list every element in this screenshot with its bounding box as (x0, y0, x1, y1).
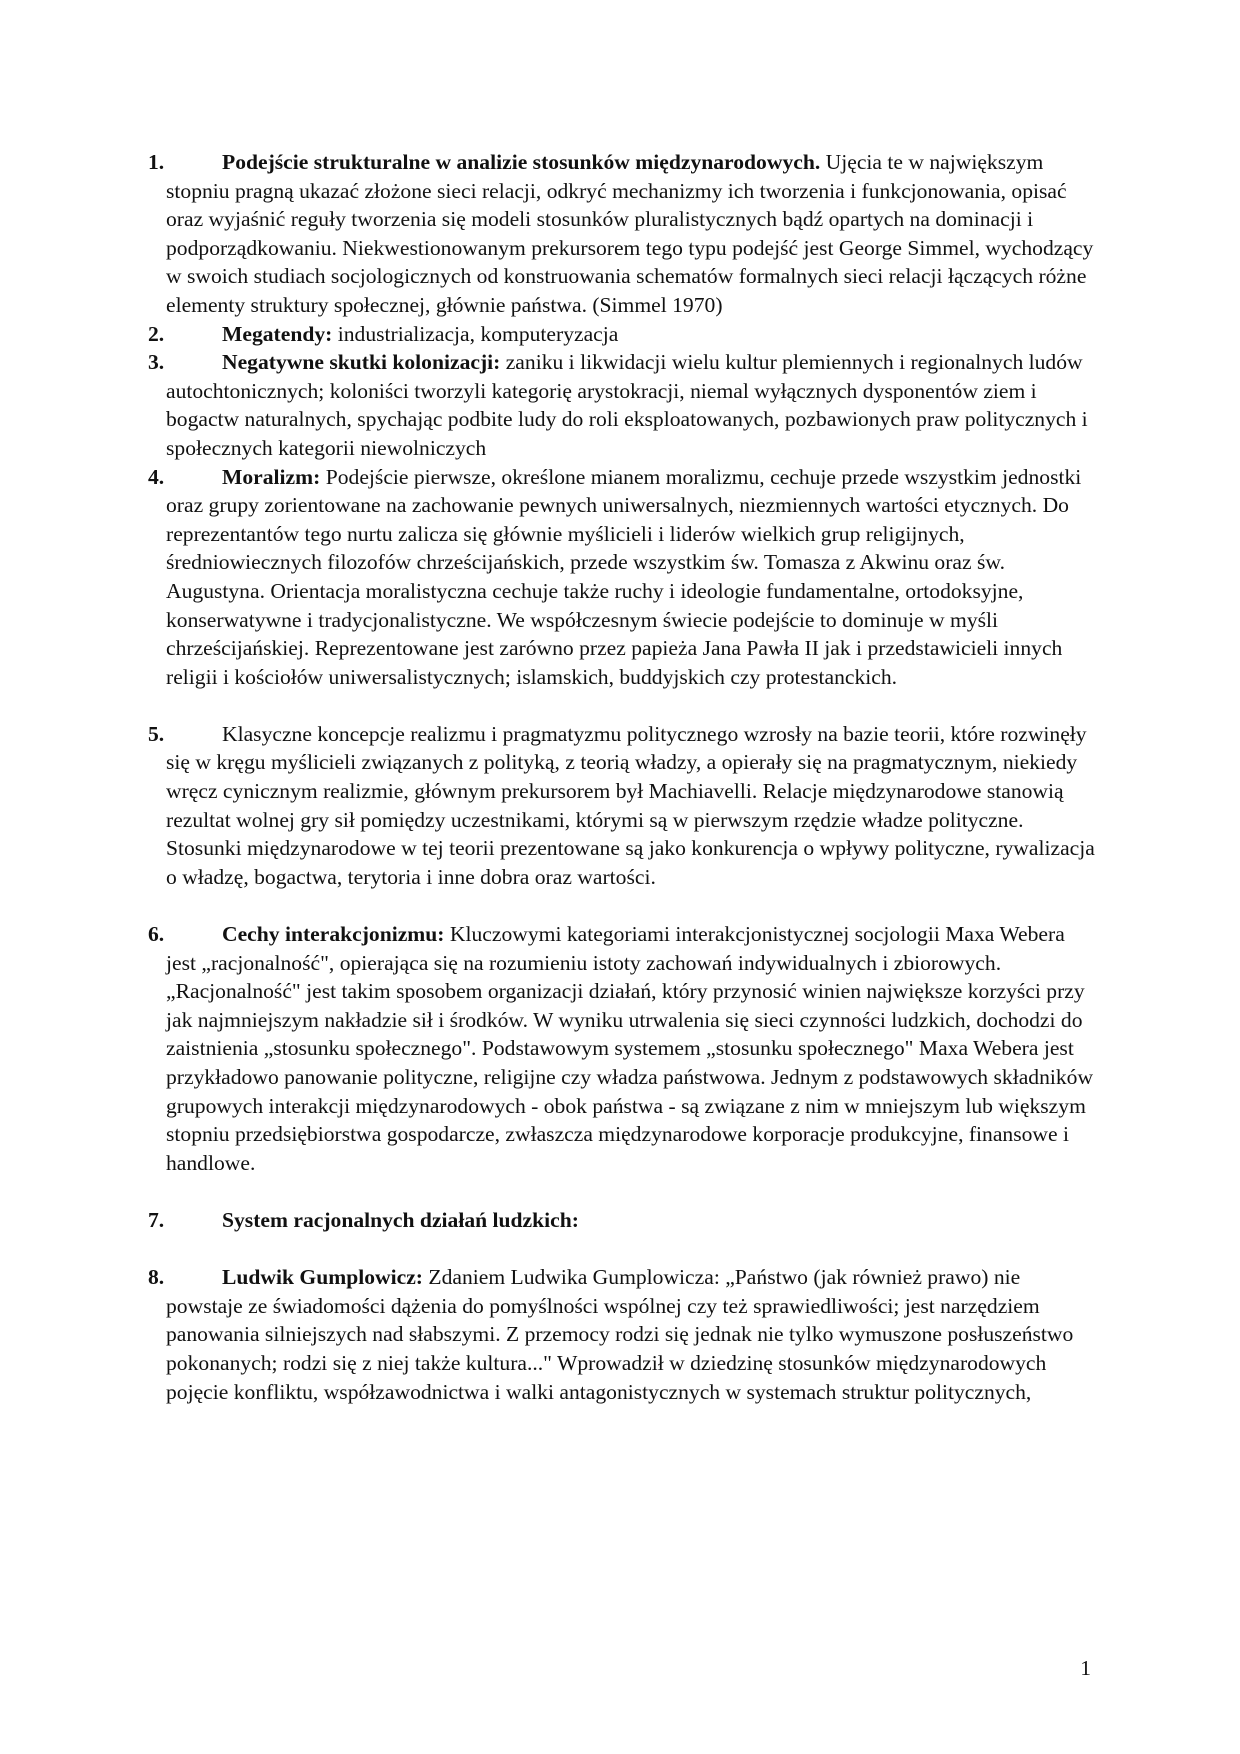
item-number: 5. (148, 721, 165, 746)
item-text: Klasyczne koncepcje realizmu i pragmatyzmu politycznego wzrosły na bazie teorii, które rozwinęły się w kręgu myślicieli związanych z polityką, z teorią władzy, a opierały się na pragmatycznym, niekiedy wręcz cynicznym realizmie, głównym prekursorem był Machiavelli. Relacje międzynarodowe stanowią rezultat wolnej gry sił pomiędzy uczestnikami, którymi są w pierwszym rzędzie władze polityczne. Stosunki międzynarodowe w tej teorii prezentowane są jako konkurencja o wpływy polityczne, rywalizacja o władzę, bogactwa, terytoria i inne dobra oraz wartości. (166, 721, 1095, 889)
item-body (166, 320, 1098, 349)
item-number: 4. (148, 464, 165, 489)
item-text: industrializacja, komputeryzacja (332, 321, 619, 346)
list-item (148, 1263, 1098, 1406)
item-body (166, 148, 1098, 320)
item-text: Ujęcia te w największym stopniu pragną ukazać złożone sieci relacji, odkryć mechanizmy ich tworzenia i funkcjonowania, opisać oraz wyjaśnić reguły tworzenia się modeli stosunków pluralistycznych bądź opartych na dominacji i podporządkowaniu. Niekwestionowanym prekursorem tego typu podejść jest George Simmel, wychodzący w swoich studiach socjologicznych od konstruowania schematów formalnych sieci relacji łączących różne elementy struktury społecznej, głównie państwa. (Simmel 1970) (166, 150, 1094, 317)
item-body (166, 1206, 1098, 1235)
item-heading: System racjonalnych działań ludzkich: (222, 1207, 579, 1232)
item-text: Podejście pierwsze, określone mianem moralizmu, cechuje przede wszystkim jednostki oraz grupy zorientowane na zachowanie pewnych uniwersalnych, niezmiennych wartości etycznych. Do reprezentantów tego nurtu zalicza się głównie myślicieli i liderów wielkich grup religijnych, średniowiecznych filozofów chrześcijańskich, przede wszystkim św. Tomasza z Akwinu oraz św. Augustyna. Orientacja moralistyczna cechuje także ruchy i ideologie fundamentalne, ortodoksyjne, konserwatywne i tradycjonalistyczne. We współczesnym świecie podejście to dominuje w myśli chrześcijańskiej. Reprezentowane jest zarówno przez papieża Jana Pawła II jak i przedstawicieli innych religii i kościołów uniwersalistycznych; islamskich, buddyjskich czy protestanckich. (166, 464, 1082, 689)
item-text: zaniku i likwidacji wielu kultur plemiennych i regionalnych ludów autochtonicznych; koloniści tworzyli kategorię arystokracji, niemal wyłącznych dysponentów ziem i bogactw naturalnych, spychając podbite ludy do roli eksploatowanych, pozbawionych praw politycznych i społecznych kategorii niewolniczych (166, 350, 1088, 460)
list-item (148, 1206, 1098, 1235)
list-item (148, 148, 1098, 320)
item-heading: Negatywne skutki kolonizacji: (222, 350, 501, 375)
item-number: 2. (148, 321, 165, 346)
list-item (148, 320, 1098, 349)
item-heading: Ludwik Gumplowicz: (222, 1265, 423, 1290)
list-item (148, 348, 1098, 462)
item-heading: Megatendy: (222, 321, 333, 346)
item-body (166, 720, 1098, 892)
list-item (148, 920, 1098, 1177)
item-number: 3. (148, 350, 165, 375)
item-heading: Podejście strukturalne w analizie stosunków międzynarodowych. (222, 150, 821, 174)
item-body (166, 920, 1098, 1177)
page-number: 1 (1080, 1656, 1091, 1680)
item-heading: Moralizm: (222, 464, 321, 489)
list-item (148, 720, 1098, 892)
item-body (166, 463, 1098, 692)
item-number: 1. (148, 150, 165, 174)
list-item (148, 463, 1098, 692)
item-number: 8. (148, 1265, 165, 1290)
item-text: Zdaniem Ludwika Gumplowicza: „Państwo (jak również prawo) nie powstaje ze świadomości dążenia do pomyślności wspólnej czy też sprawiedliwości; jest narzędziem panowania silniejszych nad słabszymi. Z przemocy rodzi się jednak nie tylko wymuszone posłuszeństwo pokonanych; rodzi się z niej także kultura..." Wprowadził w dziedzinę stosunków międzynarodowych pojęcie konfliktu, współzawodnictwa i walki antagonistycznych w systemach struktur politycznych, (166, 1265, 1074, 1404)
numbered-list (148, 148, 1098, 1406)
item-number: 7. (148, 1207, 165, 1232)
item-text: Kluczowymi kategoriami interakcjonistycznej socjologii Maxa Webera jest „racjonalność", opierająca się na rozumieniu istoty zachowań indywidualnych i zbiorowych. „Racjonalność" jest takim sposobem organizacji działań, który przynosić winien największe korzyści przy jak najmniejszym nakładzie sił i środków. W wyniku utrwalenia się sieci czynności ludzkich, dochodzi do zaistnienia „stosunku społecznego". Podstawowym systemem „stosunku społecznego" Maxa Webera jest przykładowo panowanie polityczne, religijne czy władza państwowa. Jednym z podstawowych składników grupowych interakcji międzynarodowych - obok państwa - są związane z nim w mniejszym lub większym stopniu przedsiębiorstwa gospodarcze, zwłaszcza międzynarodowe korporacje produkcyjne, finansowe i handlowe. (166, 922, 1094, 1175)
item-body (166, 348, 1098, 462)
item-body (166, 1263, 1098, 1406)
item-heading: Cechy interakcjonizmu: (222, 922, 445, 947)
item-number: 6. (148, 922, 165, 947)
